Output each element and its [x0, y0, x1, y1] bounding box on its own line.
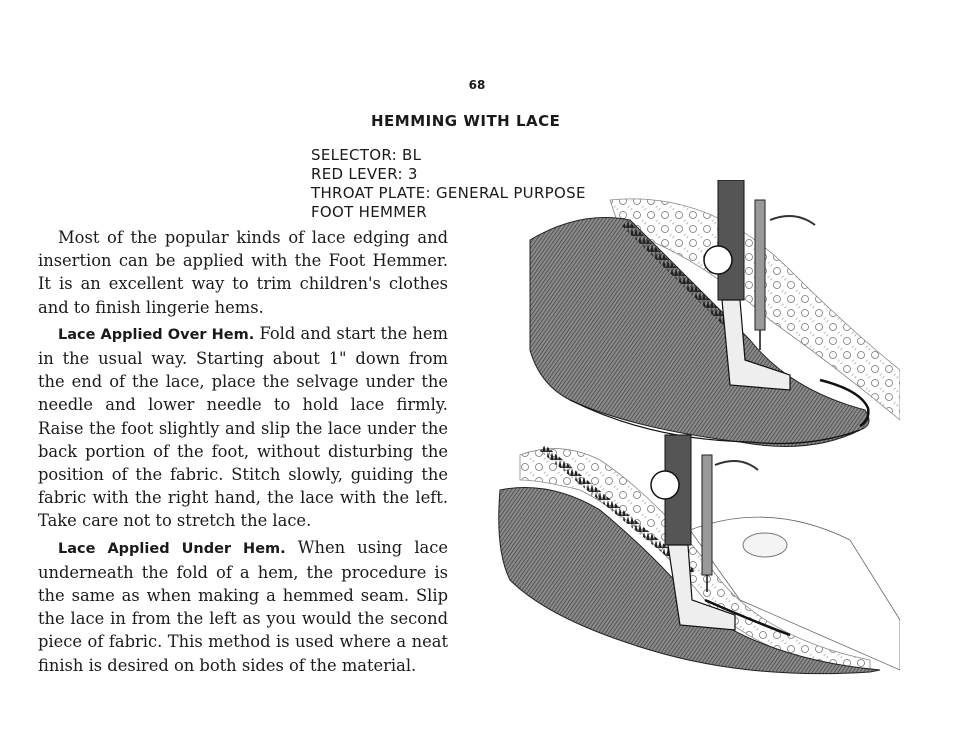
- paragraph-under-text: When using lace underneath the fold of a hem, the procedure is the same as when making a hemmed seam. Slip the lace in from the left as you would the second piece of fabric. This method is used where a neat finish is desired on both sides of the material.: [38, 537, 448, 675]
- paragraph-lace-under-hem: [38, 536, 448, 677]
- thumb-screw-upper: [704, 246, 732, 274]
- run-in-heading-over: Lace Applied Over Hem.: [58, 326, 255, 343]
- paragraph-over-text: Fold and start the hem in the usual way. Starting about 1" down from the end of the lace, place the selvage under the needle and lower needle to hold lace firmly. Raise the foot slightly and slip the lace under the back portion of the foot, without disturbing the position of the fabric. Stitch slowly, guiding the fabric with the right hand, the lace with the left. Take care not to stretch the lace.: [38, 323, 448, 531]
- setting-foot: FOOT HEMMER: [311, 203, 428, 221]
- thread-guide-upper: [770, 216, 815, 225]
- setting-throat-plate: THROAT PLATE: GENERAL PURPOSE: [311, 184, 586, 202]
- hemmer-illustrations: [490, 180, 900, 680]
- thumb-screw-lower: [651, 471, 679, 499]
- lace-over-hem-figure: [530, 180, 900, 446]
- hemmer-illustration-svg: [490, 180, 900, 680]
- page-number: 68: [468, 78, 486, 92]
- setting-selector: SELECTOR: BL: [311, 146, 422, 164]
- bed-plate-lower: [743, 533, 787, 557]
- run-in-heading-under: Lace Applied Under Hem.: [58, 540, 286, 557]
- lace-under-hem-figure: [499, 435, 900, 674]
- thread-guide-lower: [715, 461, 758, 470]
- paragraph-intro: [38, 226, 448, 319]
- paragraph-lace-over-hem: [38, 322, 448, 533]
- needle-bar-upper: [755, 200, 765, 330]
- page-title: HEMMING WITH LACE: [371, 112, 561, 130]
- paragraph-intro-text: Most of the popular kinds of lace edging and insertion can be applied with the Foot Hemmer. It is an excellent way to trim children's clothes and to finish lingerie hems.: [38, 228, 448, 317]
- body-text: [38, 226, 448, 677]
- presser-bar-upper: [718, 180, 744, 300]
- setting-red-lever: RED LEVER: 3: [311, 165, 418, 183]
- needle-bar-lower: [702, 455, 712, 575]
